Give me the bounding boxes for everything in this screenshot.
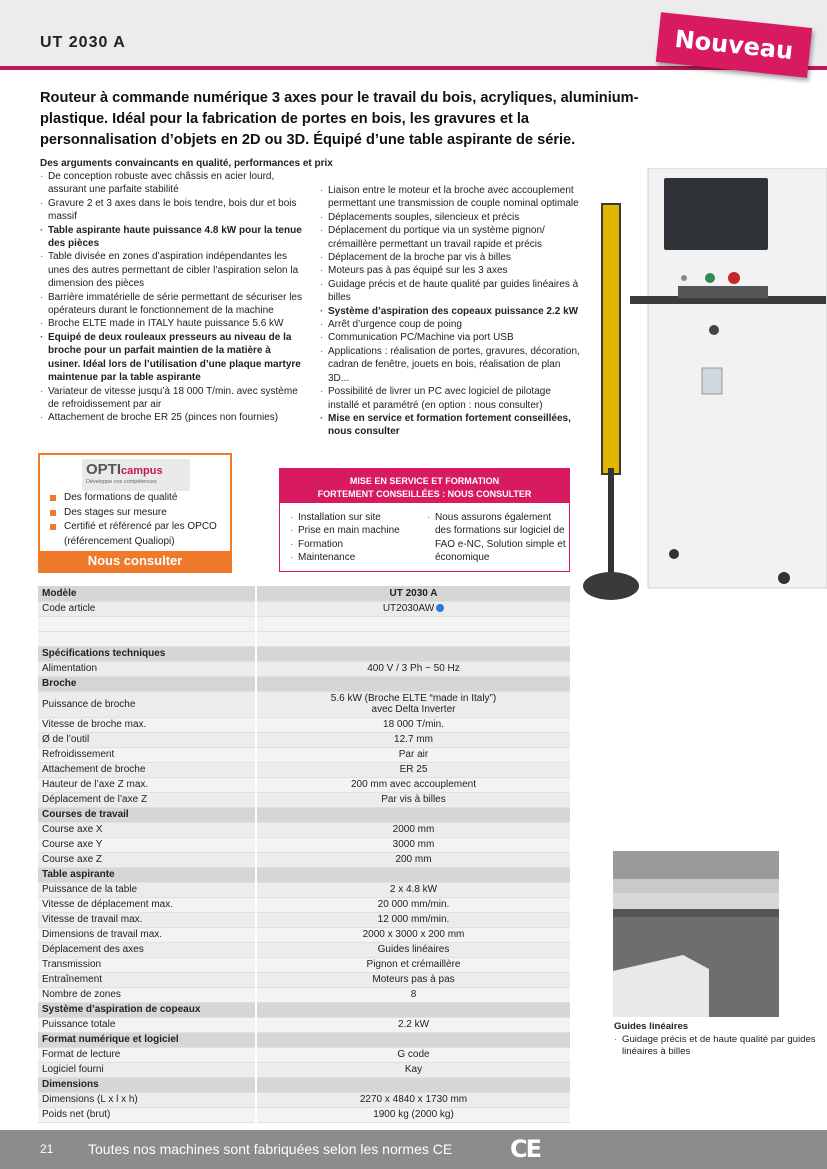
spec-label: Ø de l’outil [38, 732, 256, 747]
spec-value: 8 [256, 987, 570, 1002]
spec-label: Refroidissement [38, 747, 256, 762]
table-row [38, 586, 570, 601]
spec-value: Par air [256, 747, 570, 762]
arguments-section [40, 157, 600, 438]
spec-value: Pignon et crémaillère [256, 957, 570, 972]
table-row [38, 867, 570, 882]
list-item: · Nous assurons également des formations sur logiciel de FAO e-NC, Solution simple et économique [427, 511, 567, 565]
spec-value: Par vis à billes [256, 792, 570, 807]
table-row [38, 631, 570, 646]
arguments-left-list [40, 170, 302, 425]
article-code: UT2030AW [382, 603, 435, 614]
spec-value: 2000 mm [256, 822, 570, 837]
spec-value: 2.2 kW [256, 1017, 570, 1032]
logo-tagline: Développe vos compétences [86, 479, 157, 485]
spec-label: Format de lecture [38, 1047, 256, 1062]
spec-section: Broche [38, 676, 256, 691]
spec-value: 200 mm [256, 852, 570, 867]
list-item: · Table aspirante haute puissance 4.8 kW pour la tenue des pièces [40, 224, 302, 251]
list-item: · Prise en main machine [290, 524, 420, 537]
contact-button[interactable]: Nous consulter [40, 551, 230, 571]
spec-section: Table aspirante [38, 867, 256, 882]
list-item: · Installation sur site [290, 511, 420, 524]
list-item: · Arrêt d’urgence coup de poing [320, 318, 582, 331]
spec-value: G code [256, 1047, 570, 1062]
logo-main: OPTI [86, 461, 122, 478]
list-item: · Moteurs pas à pas équipé sur les 3 axes [320, 264, 582, 277]
table-row [38, 762, 570, 777]
table-row [38, 691, 570, 717]
list-item: · Variateur de vitesse jusqu’à 18 000 T/min. avec système de refroidissement par air [40, 385, 302, 412]
table-row [38, 732, 570, 747]
spec-value: UT 2030 A [256, 586, 570, 601]
spec-section: Système d’aspiration de copeaux [38, 1002, 256, 1017]
spec-label: Puissance de la table [38, 882, 256, 897]
guides-title: Guides linéaires [614, 1021, 689, 1032]
spec-section: Format numérique et logiciel [38, 1032, 256, 1047]
spec-value: 5.6 kW (Broche ELTE “made in Italy”) avec Delta Inverter [256, 691, 570, 717]
table-row [38, 987, 570, 1002]
table-row [38, 927, 570, 942]
spec-label: Transmission [38, 957, 256, 972]
list-item: · Maintenance [290, 551, 420, 564]
list-item: · Communication PC/Machine via port USB [320, 331, 582, 344]
table-row [38, 792, 570, 807]
spec-value: 2270 x 4840 x 1730 mm [256, 1092, 570, 1107]
spec-table [38, 586, 570, 1123]
spec-label: Vitesse de broche max. [38, 717, 256, 732]
spec-value: 12 000 mm/min. [256, 912, 570, 927]
opti-campus-box [38, 453, 232, 573]
spec-value: 1900 kg (2000 kg) [256, 1107, 570, 1122]
list-item: · Liaison entre le moteur et la broche avec accouplement permettant une transmission de couple nominal optimale [320, 184, 582, 211]
spec-value: 2000 x 3000 x 200 mm [256, 927, 570, 942]
spec-label: Vitesse de travail max. [38, 912, 256, 927]
table-row [38, 747, 570, 762]
mise-en-service-title-2: FORTEMENT CONSEILLÉES : NOUS CONSULTER [317, 489, 532, 499]
table-row [38, 897, 570, 912]
spec-value: 20 000 mm/min. [256, 897, 570, 912]
list-item: · Table divisée en zones d’aspiration indépendantes les unes des autres permettant de cibler l’aspiration selon la dimension des pièces [40, 250, 302, 290]
page-title: UT 2030 A [40, 34, 126, 51]
guides-caption [614, 1021, 824, 1059]
logo-sub: campus [121, 465, 163, 477]
table-row [38, 646, 570, 661]
spec-value: 200 mm avec accouplement [256, 777, 570, 792]
machine-photo [578, 168, 827, 608]
table-row [38, 852, 570, 867]
table-row [38, 777, 570, 792]
mise-en-service-title-1: MISE EN SERVICE ET FORMATION [349, 476, 500, 486]
table-row [38, 1017, 570, 1032]
arguments-title: Des arguments convaincants en qualité, performances et prix [40, 158, 333, 169]
table-row [38, 822, 570, 837]
spec-section: Spécifications techniques [38, 646, 256, 661]
list-item: · Barrière immatérielle de série permettant de sécuriser les opérateurs durant le fonctionnement de la machine [40, 291, 302, 318]
ce-mark: CE [510, 1135, 541, 1163]
spec-value: Moteurs pas à pas [256, 972, 570, 987]
table-row [38, 616, 570, 631]
spec-label: Course axe X [38, 822, 256, 837]
spec-label: Logiciel fourni [38, 1062, 256, 1077]
table-row [38, 1062, 570, 1077]
spec-label: Code article [38, 601, 256, 616]
table-row [38, 1002, 570, 1017]
spec-label: Vitesse de déplacement max. [38, 897, 256, 912]
spec-label: Puissance totale [38, 1017, 256, 1032]
footer-text: Toutes nos machines sont fabriquées selon les normes CE [88, 1141, 453, 1157]
spec-value: 400 V / 3 Ph ~ 50 Hz [256, 661, 570, 676]
table-row [38, 1047, 570, 1062]
spec-value: 12.7 mm [256, 732, 570, 747]
spec-label: Puissance de broche [38, 691, 256, 717]
spec-value: 3000 mm [256, 837, 570, 852]
table-row [38, 676, 570, 691]
list-item: · Système d’aspiration des copeaux puissance 2.2 kW [320, 305, 582, 318]
spec-value: 18 000 T/min. [256, 717, 570, 732]
spec-label: Dimensions (L x l x h) [38, 1092, 256, 1107]
spec-value: Guides linéaires [256, 942, 570, 957]
spec-value: Kay [256, 1062, 570, 1077]
list-item: · Attachement de broche ER 25 (pinces non fournies) [40, 411, 302, 424]
spec-value [256, 601, 570, 616]
list-item: · Déplacement du portique via un système pignon/ crémaillère permettant un travail rapide et précis [320, 224, 582, 251]
mise-en-service-box [279, 468, 570, 572]
opti-list [50, 491, 230, 549]
new-badge: Nouveau [656, 12, 812, 78]
mise-en-service-header [280, 469, 569, 503]
table-row [38, 807, 570, 822]
table-row [38, 972, 570, 987]
list-item: Des stages sur mesure [50, 506, 230, 521]
spec-value: ER 25 [256, 762, 570, 777]
list-item: Des formations de qualité [50, 491, 230, 506]
table-row [38, 1032, 570, 1047]
table-row [38, 717, 570, 732]
table-row [38, 601, 570, 616]
list-item: · Gravure 2 et 3 axes dans le bois tendre, bois dur et bois massif [40, 197, 302, 224]
table-row [38, 942, 570, 957]
table-row [38, 1107, 570, 1122]
opti-campus-logo [82, 459, 190, 491]
table-row [38, 957, 570, 972]
spec-label: Alimentation [38, 661, 256, 676]
spec-label: Hauteur de l’axe Z max. [38, 777, 256, 792]
list-item: · Possibilité de livrer un PC avec logiciel de pilotage installé et paramétré (en option : nous consulter) [320, 385, 582, 412]
spec-label: Déplacement de l’axe Z [38, 792, 256, 807]
spec-label: Course axe Y [38, 837, 256, 852]
arguments-right-list [320, 184, 582, 439]
list-item: · Mise en service et formation fortement conseillées, nous consulter [320, 412, 582, 439]
spec-label: Modèle [38, 586, 256, 601]
headline: Routeur à commande numérique 3 axes pour le travail du bois, acryliques, aluminium-plastique. Idéal pour la fabrication de portes en bois, les gravures et la personnalisation d’objets en 2D ou 3D. Équipé d’une table aspirante de série. [40, 90, 639, 148]
linear-guide-photo [613, 851, 779, 1017]
guides-text: · Guidage précis et de haute qualité par guides linéaires à billes [614, 1034, 824, 1059]
list-item: Certifié et référencé par les OPCO (référencement Qualiopi) [50, 520, 230, 549]
table-row [38, 1092, 570, 1107]
table-row [38, 1077, 570, 1092]
table-row [38, 882, 570, 897]
list-item: · De conception robuste avec châssis en acier lourd, assurant une parfaite stabilité [40, 170, 302, 197]
list-item: · Déplacements souples, silencieux et précis [320, 211, 582, 224]
spec-section: Dimensions [38, 1077, 256, 1092]
list-item: · Applications : réalisation de portes, gravures, décoration, cadran de fenêtre, jouets en bois, réalisation de plan 3D... [320, 345, 582, 385]
spec-label: Attachement de broche [38, 762, 256, 777]
spec-label: Entraînement [38, 972, 256, 987]
table-row [38, 661, 570, 676]
spec-label: Déplacement des axes [38, 942, 256, 957]
spec-section: Courses de travail [38, 807, 256, 822]
spec-label: Dimensions de travail max. [38, 927, 256, 942]
spec-label: Poids net (brut) [38, 1107, 256, 1122]
list-item: · Equipé de deux rouleaux presseurs au niveau de la broche pour un parfait maintien de la matière à usiner. Idéal lors de l’utilisation d’une plaque martyre maintenue par la table aspirante [40, 331, 302, 385]
list-item: · Déplacement de la broche par vis à billes [320, 251, 582, 264]
spec-label: Course axe Z [38, 852, 256, 867]
list-item: · Guidage précis et de haute qualité par guides linéaires à billes [320, 278, 582, 305]
page-number: 21 [40, 1142, 54, 1156]
spec-value: 2 x 4.8 kW [256, 882, 570, 897]
list-item: · Broche ELTE made in ITALY haute puissance 5.6 kW [40, 317, 302, 330]
table-row [38, 837, 570, 852]
globe-icon[interactable] [436, 604, 444, 612]
mise-en-service-list [290, 511, 420, 565]
mise-en-service-note [427, 511, 567, 565]
table-row [38, 912, 570, 927]
footer [0, 1130, 827, 1169]
list-item: · Formation [290, 538, 420, 551]
spec-label: Nombre de zones [38, 987, 256, 1002]
